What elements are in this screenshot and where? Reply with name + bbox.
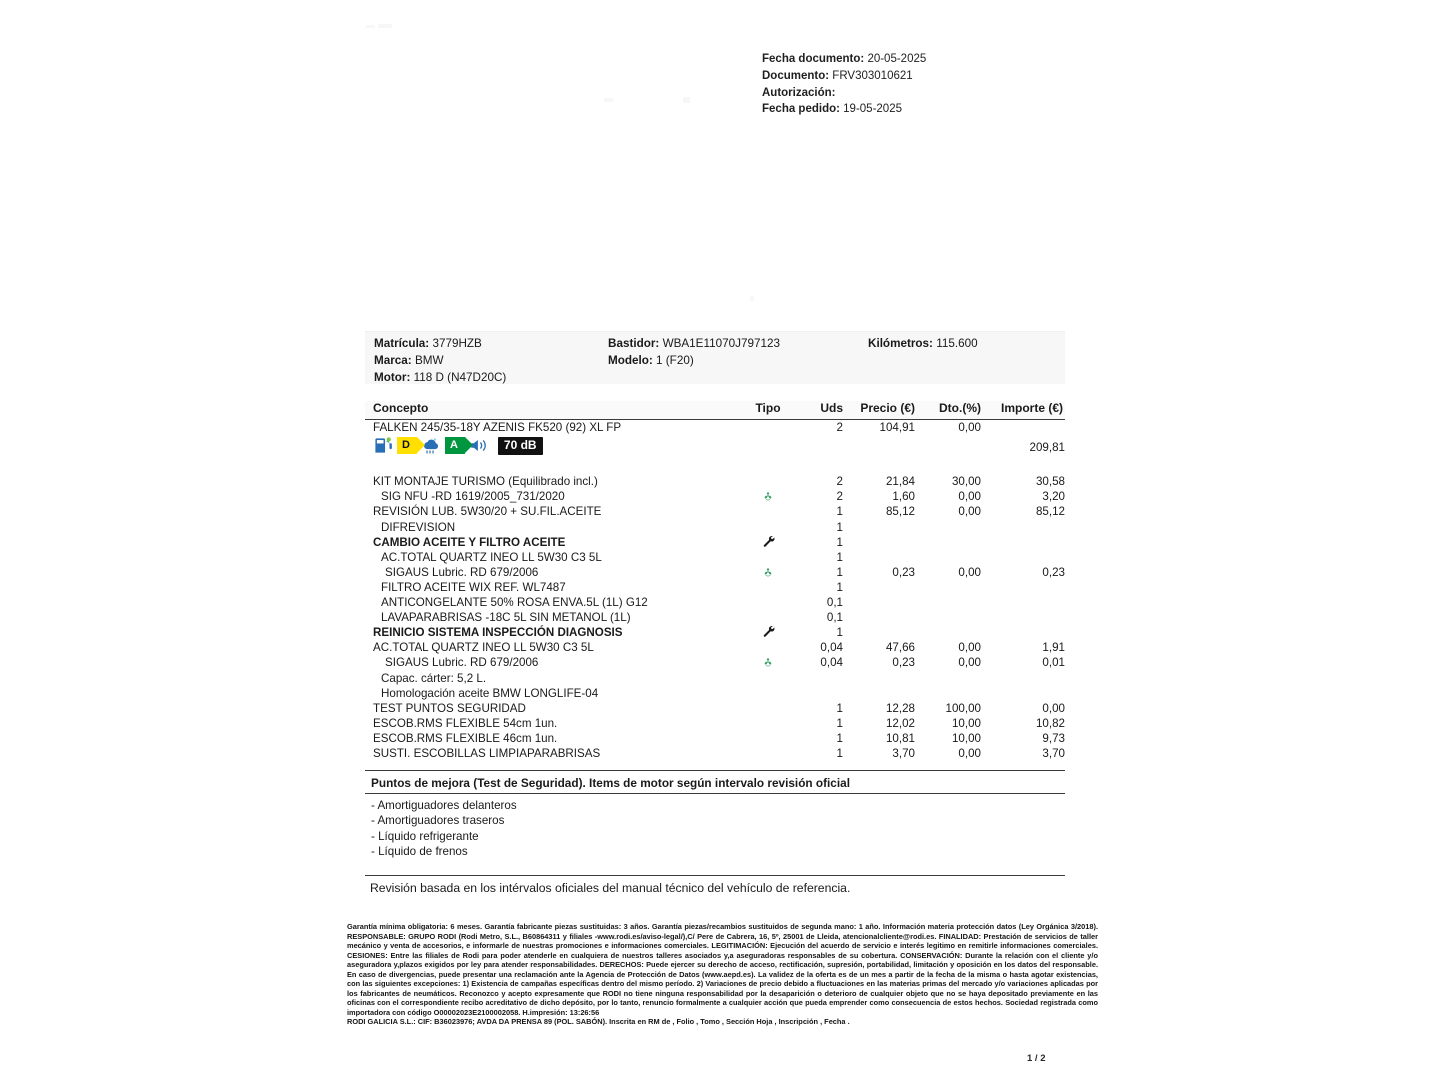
meta-row-documento — [762, 68, 926, 85]
cell-tipo — [745, 655, 791, 670]
meta-row-fecha-pedido — [762, 101, 926, 118]
recycle-icon — [763, 656, 773, 667]
cell-tipo — [745, 686, 791, 701]
cell-tipo — [745, 701, 791, 716]
cell-importe — [981, 686, 1065, 701]
cell-importe — [981, 610, 1065, 625]
scan-artifact — [378, 24, 392, 28]
vehicle-modelo-value: 1 (F20) — [656, 354, 694, 367]
meta-row-fecha-documento — [762, 51, 926, 68]
eu-noise-value: 70 dB — [498, 437, 543, 455]
table-row — [365, 489, 1065, 504]
eu-tyre-label — [373, 435, 543, 456]
cell-importe: 9,73 — [1042, 731, 1065, 745]
cell-importe — [981, 420, 1065, 436]
cell-precio — [843, 610, 915, 625]
cell-uds: 1 — [836, 580, 843, 594]
table-row — [365, 640, 1065, 655]
cell-concepto: AC.TOTAL QUARTZ INEO LL 5W30 C3 5L — [381, 550, 602, 564]
table-row — [365, 520, 1065, 535]
cell-precio: 0,23 — [892, 656, 915, 670]
vehicle-matricula-label: Matrícula: — [374, 337, 430, 350]
vehicle-kilometros-value: 115.600 — [936, 337, 978, 350]
cell-uds: 0,1 — [826, 611, 843, 625]
improvement-point: - Amortiguadores traseros — [371, 814, 505, 828]
improvement-point: - Líquido de frenos — [371, 845, 468, 859]
cell-tipo — [745, 640, 791, 655]
items-table-head — [365, 401, 1065, 420]
cell-dto — [915, 625, 981, 640]
cell-uds — [791, 671, 843, 686]
cell-dto — [915, 535, 981, 550]
cell-uds: 0,04 — [820, 656, 843, 670]
cell-uds: 1 — [836, 626, 843, 640]
cell-precio — [843, 595, 915, 610]
cell-importe: 1,91 — [1042, 641, 1065, 655]
cell-precio: 1,60 — [892, 490, 915, 504]
table-row — [365, 716, 1065, 731]
meta-value-fecha-pedido: 19-05-2025 — [843, 103, 902, 116]
document-meta-block — [762, 51, 926, 118]
cell-tipo — [745, 474, 791, 489]
cell-uds: 1 — [836, 565, 843, 579]
scan-artifact — [683, 97, 690, 103]
cell-uds: 0,04 — [820, 641, 843, 655]
header-tipo: Tipo — [745, 401, 791, 420]
cell-concepto: Capac. cárter: 5,2 L. — [381, 671, 487, 685]
cell-importe: 30,58 — [1035, 475, 1065, 489]
meta-row-autorizacion — [762, 85, 926, 102]
improvements-section — [365, 770, 1065, 876]
cell-uds: 0,1 — [826, 596, 843, 610]
cell-concepto: FILTRO ACEITE WIX REF. WL7487 — [381, 580, 566, 594]
cell-tipo — [745, 580, 791, 595]
improvement-point: - Amortiguadores delanteros — [371, 799, 517, 812]
cell-concepto: SUSTI. ESCOBILLAS LIMPIAPARABRISAS — [373, 746, 601, 760]
cell-importe: 10,82 — [1035, 716, 1065, 730]
cell-uds: 1 — [836, 701, 843, 715]
table-row — [365, 701, 1065, 716]
table-row — [365, 504, 1065, 519]
cell-tipo — [745, 746, 791, 761]
eu-fuel-grade — [397, 437, 417, 454]
recycle-icon — [763, 566, 773, 577]
eu-wet-grade — [445, 437, 465, 454]
items-table-body — [365, 420, 1065, 762]
vehicle-matricula — [374, 335, 482, 352]
cell-importe — [981, 535, 1065, 550]
cell-precio — [843, 686, 915, 701]
cell-precio — [843, 435, 915, 459]
cell-uds: 1 — [836, 550, 843, 564]
cell-precio — [843, 520, 915, 535]
cell-precio: 21,84 — [885, 475, 915, 489]
cell-precio — [843, 550, 915, 565]
header-importe: Importe (€) — [981, 401, 1065, 420]
cell-concepto: ANTICONGELANTE 50% ROSA ENVA.5L (1L) G12 — [381, 596, 648, 610]
meta-label-autorizacion: Autorización: — [762, 86, 836, 99]
eu-fuel-grade-letter: D — [402, 439, 410, 452]
cell-tipo — [745, 520, 791, 535]
cell-uds: 1 — [836, 505, 843, 519]
cell-importe: 85,12 — [1035, 505, 1065, 519]
cell-uds: 1 — [836, 731, 843, 745]
header-precio: Precio (€) — [843, 401, 915, 420]
table-row — [365, 474, 1065, 489]
header-uds: Uds — [791, 401, 843, 420]
table-spacer-row — [365, 459, 1065, 474]
items-header-row — [365, 401, 1065, 420]
cell-concepto: DIFREVISION — [381, 520, 456, 534]
cell-dto: 0,00 — [958, 505, 981, 519]
meta-value-documento: FRV303010621 — [832, 69, 913, 82]
cell-uds: 1 — [836, 746, 843, 760]
table-row — [365, 655, 1065, 670]
meta-label-documento: Documento: — [762, 69, 830, 82]
meta-label-fecha-documento: Fecha documento: — [762, 53, 865, 65]
cell-precio: 12,02 — [885, 716, 915, 730]
cell-concepto: FALKEN 245/35-18Y AZENIS FK520 (92) XL FP — [373, 421, 622, 434]
cell-dto: 0,00 — [958, 746, 981, 760]
table-row — [365, 686, 1065, 701]
cell-precio: 47,66 — [885, 641, 915, 655]
items-table-wrapper — [365, 401, 1065, 761]
cell-concepto: ESCOB.RMS FLEXIBLE 46cm 1un. — [373, 731, 558, 745]
cell-dto — [915, 595, 981, 610]
cell-dto: 0,00 — [958, 641, 981, 655]
vehicle-kilometros-label: Kilómetros: — [868, 337, 933, 350]
cell-tipo — [745, 610, 791, 625]
cell-importe: 0,01 — [1042, 656, 1065, 670]
table-row — [365, 746, 1065, 761]
cell-tipo — [745, 671, 791, 686]
cell-uds: 2 — [836, 421, 843, 434]
table-row — [365, 420, 1065, 436]
cell-dto: 0,00 — [958, 656, 981, 670]
cell-concepto: AC.TOTAL QUARTZ INEO LL 5W30 C3 5L — [373, 641, 594, 655]
table-row — [365, 580, 1065, 595]
cell-precio — [843, 625, 915, 640]
cell-importe — [981, 580, 1065, 595]
cell-tipo — [745, 731, 791, 746]
cell-tipo — [745, 565, 791, 580]
cell-dto — [915, 580, 981, 595]
vehicle-modelo — [608, 352, 694, 369]
header-concepto: Concepto — [365, 401, 745, 420]
cell-dto — [915, 610, 981, 625]
vehicle-bastidor-value: WBA1E11070J797123 — [662, 337, 780, 350]
improvements-title: Puntos de mejora (Test de Seguridad). Items de motor según intervalo revisión oficial — [365, 771, 1065, 794]
items-table — [365, 401, 1065, 761]
cell-concepto: LAVAPARABRISAS -18C 5L SIN METANOL (1L) — [381, 611, 631, 625]
cell-dto: 0,00 — [958, 490, 981, 504]
vehicle-bastidor — [608, 335, 780, 352]
cell-precio — [843, 671, 915, 686]
cell-dto: 0,00 — [958, 421, 981, 434]
vehicle-motor-value: 118 D (N47D20C) — [413, 371, 507, 384]
meta-label-fecha-pedido: Fecha pedido: — [762, 103, 840, 116]
cell-precio: 104,91 — [879, 421, 915, 434]
cell-concepto: KIT MONTAJE TURISMO (Equilibrado incl.) — [373, 475, 598, 489]
cell-uds: 2 — [836, 475, 843, 489]
cell-tipo — [745, 625, 791, 640]
improvements-list — [365, 794, 1065, 860]
cell-tipo — [745, 420, 791, 436]
cell-importe — [981, 550, 1065, 565]
cell-importe — [981, 595, 1065, 610]
table-row — [365, 550, 1065, 565]
cell-concepto: CAMBIO ACEITE Y FILTRO ACEITE — [373, 535, 566, 549]
cell-precio — [843, 580, 915, 595]
vehicle-modelo-label: Modelo: — [608, 354, 653, 367]
cell-uds — [791, 686, 843, 701]
page-number: 1 / 2 — [1027, 1053, 1046, 1064]
table-row — [365, 565, 1065, 580]
recycle-icon — [763, 490, 773, 501]
cell-concepto: REVISIÓN LUB. 5W30/20 + SU.FIL.ACEITE — [373, 505, 602, 519]
cell-dto: 100,00 — [945, 701, 981, 715]
cell-tipo — [745, 535, 791, 550]
scan-artifact — [750, 296, 754, 301]
vehicle-marca-label: Marca: — [374, 354, 412, 367]
cell-dto: 10,00 — [951, 731, 981, 745]
table-row — [365, 535, 1065, 550]
cell-importe — [981, 520, 1065, 535]
table-row — [365, 435, 1065, 459]
cell-tipo — [745, 504, 791, 519]
cell-precio: 3,70 — [892, 746, 915, 760]
cell-precio — [843, 535, 915, 550]
scan-artifact — [604, 98, 613, 102]
cell-precio: 0,23 — [892, 565, 915, 579]
improvement-point: - Líquido refrigerante — [371, 829, 479, 843]
vehicle-marca-value: BMW — [414, 354, 444, 367]
legal-company-line: RODI GALICIA S.L.: CIF: B36023976; AVDA DA PRENSA 89 (POL. SABÓN). Inscrita en RM de , Folio , Tomo , Sección Hoja , Inscripción , Fecha . — [347, 1017, 850, 1027]
cell-uds: 2 — [836, 490, 843, 504]
fuel-pump-icon — [373, 436, 393, 455]
cell-tipo — [745, 716, 791, 731]
table-row — [365, 731, 1065, 746]
cell-dto — [915, 686, 981, 701]
cell-importe: 0,00 — [1042, 701, 1065, 715]
cell-importe — [981, 625, 1065, 640]
cell-importe: 209,81 — [1029, 440, 1065, 454]
cell-tipo — [745, 489, 791, 504]
cell-dto — [915, 550, 981, 565]
table-row — [365, 671, 1065, 686]
cell-precio: 12,28 — [885, 701, 915, 715]
table-row — [365, 610, 1065, 625]
cell-dto — [915, 435, 981, 459]
cell-importe: 3,20 — [1042, 490, 1065, 504]
scan-artifact — [366, 25, 375, 28]
cell-importe: 0,23 — [1042, 565, 1065, 579]
cell-concepto: SIG NFU -RD 1619/2005_731/2020 — [381, 490, 565, 504]
wrench-icon — [762, 535, 775, 548]
cell-dto: 0,00 — [958, 565, 981, 579]
improvements-bottom-rule — [365, 875, 1065, 876]
cell-tipo — [745, 435, 791, 459]
vehicle-kilometros — [868, 335, 978, 352]
cell-concepto: SIGAUS Lubric. RD 679/2006 — [385, 656, 539, 670]
cell-uds: 1 — [836, 520, 843, 534]
cell-concepto: TEST PUNTOS SEGURIDAD — [373, 701, 526, 715]
revision-note: Revisión basada en los intérvalos oficiales del manual técnico del vehículo de referencia. — [370, 881, 851, 895]
cell-uds: 1 — [836, 716, 843, 730]
wrench-icon — [762, 625, 775, 638]
cell-precio: 10,81 — [885, 731, 915, 745]
meta-value-fecha-documento: 20-05-2025 — [867, 53, 927, 65]
eu-wet-grade-letter: A — [449, 439, 458, 452]
cell-importe: 3,70 — [1042, 746, 1065, 760]
vehicle-info-band — [365, 331, 1065, 384]
header-dto: Dto.(%) — [915, 401, 981, 420]
cell-uds: 1 — [836, 535, 843, 549]
cell-tipo — [745, 550, 791, 565]
cell-concepto: REINICIO SISTEMA INSPECCIÓN DIAGNOSIS — [373, 626, 623, 640]
cell-dto — [915, 520, 981, 535]
cell-concepto: Homologación aceite BMW LONGLIFE-04 — [381, 686, 599, 700]
cell-importe — [981, 671, 1065, 686]
table-row — [365, 625, 1065, 640]
vehicle-bastidor-label: Bastidor: — [608, 337, 660, 350]
cell-dto: 30,00 — [951, 475, 981, 489]
legal-fine-print — [347, 922, 1098, 1027]
cell-precio: 85,12 — [885, 505, 915, 519]
cell-uds — [791, 435, 843, 459]
vehicle-motor-label: Motor: — [374, 371, 411, 384]
table-row — [365, 595, 1065, 610]
cell-dto: 10,00 — [951, 716, 981, 730]
cell-concepto: ESCOB.RMS FLEXIBLE 54cm 1un. — [373, 716, 558, 730]
vehicle-matricula-value: 3779HZB — [432, 337, 482, 350]
vehicle-marca — [374, 352, 444, 369]
legal-body: Garantía mínima obligatoria: 6 meses. Garantía fabricante piezas sustituidas: 3 años. Garantía piezas/recambios sustituidos de segunda mano: 1 año. Información materia protección datos (Ley Orgánica 3/2018). RESPONSABLE: GRUPO RODI (Rodi Metro, S.L., B60864311 y filiales -www.rodi.es/aviso-legal/),C/ Pere de Cabrera, 16, 5º, 25001 de Lleida, atencionalcliente@rodi.es. FINALIDAD: Prestación de servicios de taller mecánico y venta de accesorios, e informarle de nuestras promociones e informaciones comerciales. LEGITIMACIÓN: Ejecución del acuerdo de servicio e interés legitimo en remitirle informaciones comerciales. CESIONES: Entre las filiales de Rodi para poder atenderle en cualquiera de nuestros talleres asociados y,a aseguradoras responsables de su cobertura. CONSERVACIÓN: Durante la relación con el cliente y/o aseguradora y,plazos exigidos por ley para atender responsabilidades. DERECHOS: Puede ejercer su derecho de acceso, rectificación, supresión, portabilidad, limitación y oposición en los datos del responsable. En caso de divergencias, puede presentar una reclamación ante la Agencia de Protección de Datos (www.aepd.es). La validez de la oferta es de un mes a partir de la fecha de la misma o hasta agotar existencias, con las siguientes excepciones: 1) Existencia de campañas específicas dentro del mismo período. 2) Variaciones de precio debido a fluctuaciones en las materias primas del mercado y/o variaciones aplicadas por los fabricantes de neumáticos. Reconozco y acepto expresamente que RODI no tiene ninguna responsabilidad por la desaparición o deterioro de cualquier objeto que no se haya depositado previamente en las oficinas con el correspondiente recibo acreditativo de dicho depósito, por lo tanto, renuncio formalmente a cualquier acción que pueda emprender como consecuencia de estos hechos. Sociedad registrada como importadora con código O00002023E2100002058. H.impresión: 13:26:56 — [347, 922, 1098, 1017]
cell-concepto: SIGAUS Lubric. RD 679/2006 — [385, 565, 539, 579]
cell-concepto — [365, 435, 745, 459]
vehicle-motor — [374, 369, 506, 386]
cell-tipo — [745, 595, 791, 610]
cell-dto — [915, 671, 981, 686]
